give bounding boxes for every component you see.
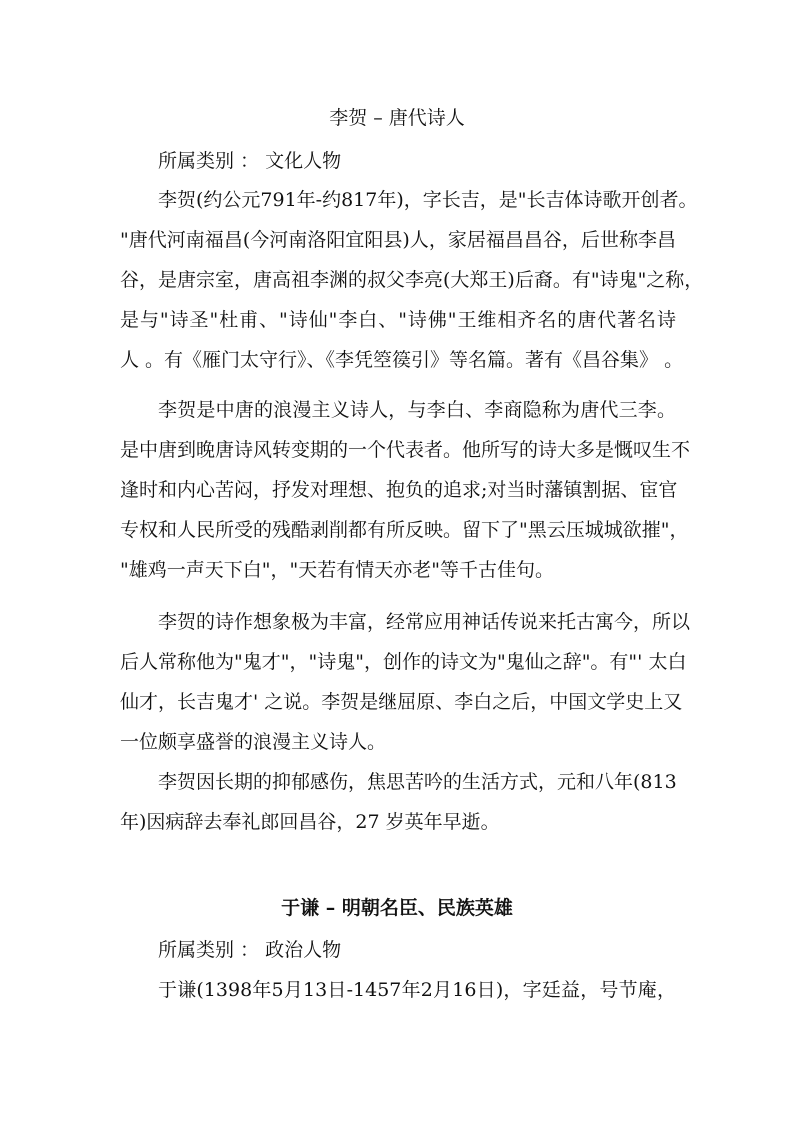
paragraph-line: 谷，是唐宗室，唐高祖李渊的叔父李亮(大郑王)后裔。有"诗鬼"之称，	[120, 269, 704, 291]
category-line: 所属类别 ： 文化人物	[158, 150, 342, 172]
paragraph-line: 一位颇享盛誉的浪漫主义诗人。	[120, 731, 387, 753]
paragraph-line: 李贺是中唐的浪漫主义诗人，与李白、李商隐称为唐代三李。	[158, 399, 676, 421]
paragraph-line: 专权和人民所受的残酷剥削都有所反映。留下了"黑云压城城欲摧"，	[120, 519, 689, 541]
paragraph-line: 于谦(1398年5月13日-1457年2月16日)，字廷益，号节庵，	[158, 979, 676, 1001]
category-line: 所属类别 ： 政治人物	[158, 939, 342, 961]
section-title-yu-qian: 于谦 – 明朝名臣、民族英雄	[281, 897, 513, 919]
paragraph-line: 后人常称他为"鬼才"，"诗鬼"，创作的诗文为"鬼仙之辞"。有"' 太白	[120, 651, 687, 673]
paragraph-line: 是与"诗圣"杜甫、"诗仙"李白、"诗佛"王维相齐名的唐代著名诗	[120, 309, 676, 331]
paragraph-line: "唐代河南福昌(今河南洛阳宜阳县)人，家居福昌昌谷，后世称李昌	[120, 229, 676, 251]
paragraph-line: 李贺(约公元791年-约817年)，字长吉，是"长吉体诗歌开创者。	[158, 189, 698, 211]
paragraph-line: "雄鸡一声天下白"，"天若有情天亦老"等千古佳句。	[120, 559, 554, 581]
section-title-li-he: 李贺 – 唐代诗人	[329, 107, 465, 129]
paragraph-line: 仙才，长吉鬼才' 之说。李贺是继屈原、李白之后，中国文学史上又	[120, 691, 683, 713]
paragraph-line: 李贺因长期的抑郁感伤，焦思苦吟的生活方式，元和八年(813	[158, 771, 677, 793]
paragraph-line: 逢时和内心苦闷，抒发对理想、抱负的追求;对当时藩镇割据、宦官	[120, 479, 678, 501]
paragraph-line: 人 。有《雁门太守行》、《李凭箜篌引》等名篇。著有《昌谷集》 。	[120, 349, 684, 371]
paragraph-line: 是中唐到晚唐诗风转变期的一个代表者。他所写的诗大多是慨叹生不	[120, 439, 691, 461]
paragraph-line: 年)因病辞去奉礼郎回昌谷，27 岁英年早逝。	[120, 811, 500, 833]
paragraph-line: 李贺的诗作想象极为丰富，经常应用神话传说来托古寓今，所以	[158, 611, 691, 633]
